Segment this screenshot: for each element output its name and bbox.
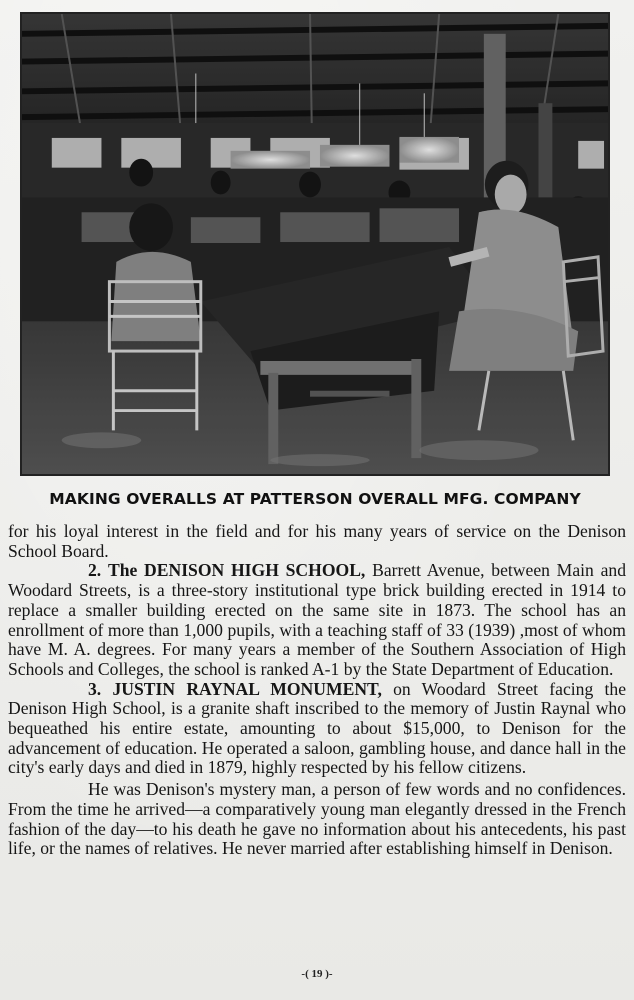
paragraph-justin-raynal-monument [8, 680, 626, 779]
factory-photograph [20, 12, 610, 476]
paragraph-continuation: for his loyal interest in the field and for his many years of service on the Denison School Board. [8, 521, 626, 561]
paragraph-denison-high-school [8, 561, 626, 679]
item-number: 2. [88, 560, 102, 581]
item-number: 3. [88, 678, 102, 699]
page-number: -( 19 )- [301, 968, 333, 980]
paragraph-mystery-man: He was Denison's mystery man, a person of few words and no confidences. From the time he arrived—a comparatively young man elegantly dressed in the French fashion of the day—to his death he gave no information about his antecedents, his past life, or the names of relatives. He never married after establishing himself in Denison. [8, 779, 626, 859]
photograph-image [22, 14, 608, 474]
item-text: on Woodard Street facing the Denison High School, is a granite shaft inscribed to the memory of Justin Raynal who bequeathed his entire estate, amounting to about $15,000, to Denison for the advancement of education. He operated a saloon, gambling house, and dance hall in the city's early days and died in 1879, highly respected by his fellow citizens. [8, 678, 627, 778]
item-text: Barrett Avenue, between Main and Woodard Streets, is a three-story institutional type brick building erected in 1914 to replace a smaller building erected on the same site in 1873. The school has an enrollment of more than 1,000 pupils, with a teaching staff of 33 (1939) ,most of whom have M. A. degrees. For many years a member of the Southern Association of High Schools and Colleges, the school is ranked A-1 by the State Department of Education. [8, 560, 626, 679]
photo-caption: MAKING OVERALLS AT PATTERSON OVERALL MFG. COMPANY [49, 490, 581, 508]
body-text [8, 522, 626, 859]
item-heading: The DENISON HIGH SCHOOL, [107, 560, 366, 581]
item-heading: JUSTIN RAYNAL MONUMENT, [112, 678, 382, 699]
